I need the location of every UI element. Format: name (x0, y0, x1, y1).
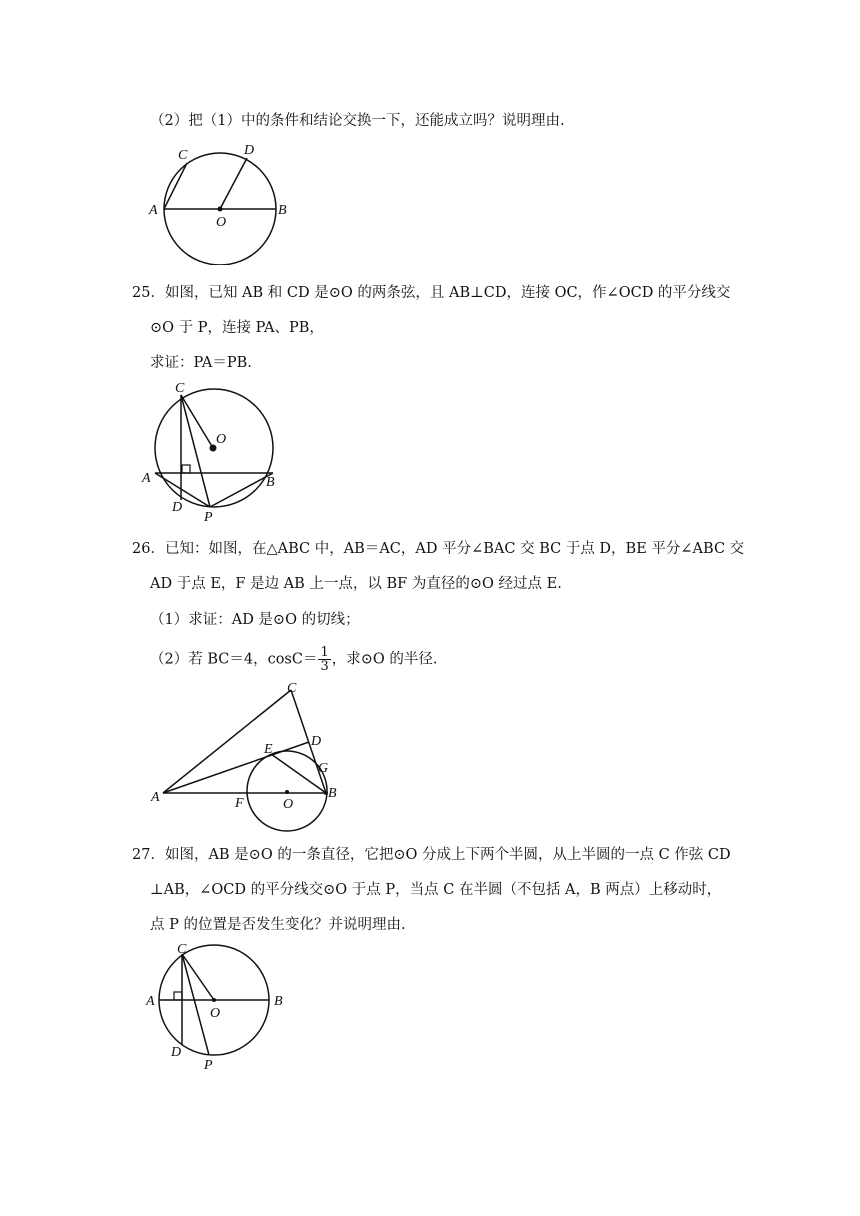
fig24-label-b: B (278, 203, 287, 218)
fig25-label-a: A (142, 471, 151, 486)
figure-26 (145, 678, 355, 840)
q26-part2-prefix: （2）若 BC＝4，cosC＝ (150, 651, 318, 668)
fig25-label-d: D (172, 500, 183, 515)
fig26-label-d: D (311, 734, 322, 749)
fig26-label-f: F (235, 796, 244, 811)
fig25-label-b: B (266, 475, 275, 490)
fig25-label-c: C (175, 381, 185, 396)
fig25-label-p: P (204, 510, 213, 525)
fig26-label-c: C (287, 681, 297, 696)
fig24-label-c: C (178, 148, 188, 163)
fig24-label-d: D (244, 143, 255, 158)
q26-part2 (150, 646, 438, 673)
q27-line2: ⊥AB，∠OCD 的平分线交⊙O 于点 P，当点 C 在半圆（不包括 A，B 两点）上移动时， (150, 882, 722, 898)
fig26-label-a: A (151, 790, 160, 805)
fig27-label-o: O (210, 1006, 221, 1021)
fig27-label-b: B (274, 994, 283, 1009)
cos-fraction (318, 646, 330, 673)
fig27-label-p: P (204, 1058, 213, 1073)
q26-part2-suffix: ，求⊙O 的半径. (331, 651, 438, 668)
figure-25 (140, 378, 290, 526)
figure-27 (140, 938, 295, 1073)
q26-line2: AD 于点 E，F 是边 AB 上一点，以 BF 为直径的⊙O 经过点 E. (150, 576, 562, 592)
fig27-label-a: A (146, 994, 155, 1009)
fraction-numerator: 1 (320, 645, 329, 660)
q25-line2: ⊙O 于 P，连接 PA、PB， (150, 320, 324, 336)
q26-part1: （1）求证：AD 是⊙O 的切线； (150, 612, 360, 628)
q24-part2: （2）把（1）中的条件和结论交换一下，还能成立吗？说明理由. (150, 113, 565, 129)
fig26-label-b: B (328, 786, 337, 801)
fraction-denominator: 3 (320, 659, 329, 674)
q27-line1: 27．如图，AB 是⊙O 的一条直径，它把⊙O 分成上下两个半圆，从上半圆的一点 C 作弦 CD (132, 847, 731, 863)
q27-line3: 点 P 的位置是否发生变化？并说明理由. (150, 917, 406, 933)
fig26-label-e: E (264, 742, 273, 757)
fig27-label-d: D (171, 1045, 182, 1060)
fig26-label-g: G (318, 761, 329, 776)
fig27-label-c: C (177, 942, 187, 957)
fig25-label-o: O (216, 432, 227, 447)
fig24-label-o: O (216, 215, 227, 230)
q26-line1: 26．已知：如图，在△ABC 中，AB＝AC，AD 平分∠BAC 交 BC 于点 D，BE 平分∠ABC 交 (132, 541, 745, 557)
q25-line3: 求证：PA＝PB. (150, 355, 252, 371)
figure-24 (145, 140, 295, 265)
fig24-label-a: A (149, 203, 158, 218)
q25-line1: 25．如图，已知 AB 和 CD 是⊙O 的两条弦，且 AB⊥CD，连接 OC，作∠OCD 的平分线交 (132, 285, 731, 301)
fig26-label-o: O (283, 797, 294, 812)
